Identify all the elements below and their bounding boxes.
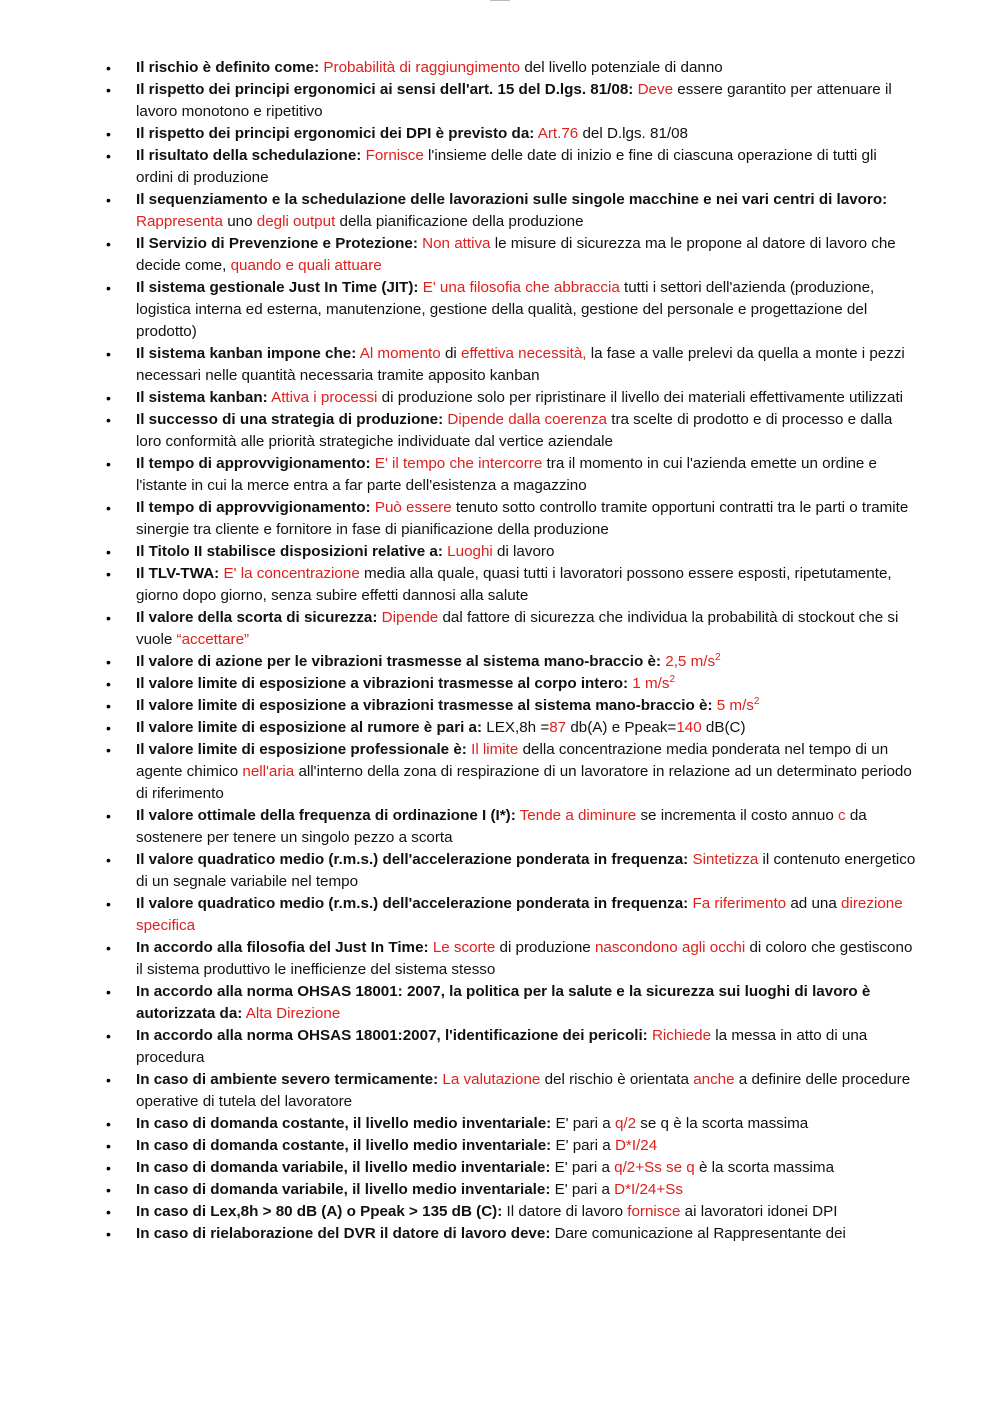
bullet-icon: •	[106, 742, 111, 758]
answer-highlight: 140	[676, 719, 702, 736]
answer-highlight: Può essere	[374, 499, 452, 516]
answer-superscript: 2	[669, 673, 675, 685]
list-item	[106, 409, 918, 453]
list-item	[106, 277, 918, 343]
bullet-icon: •	[106, 676, 111, 692]
bullet-icon: •	[106, 1204, 111, 1220]
answer-highlight: nascondono agli occhi	[594, 939, 746, 956]
list-item	[106, 1157, 918, 1179]
answer-highlight: Fa riferimento	[692, 895, 787, 912]
list-item	[106, 57, 918, 79]
answer-text: tenuto sotto controllo tramite opportuni contratti tra le parti o tramite sinergie tra cliente e fornitore in fase di pianificazione della produzione	[136, 499, 909, 538]
bullet-icon: •	[106, 236, 111, 252]
question-text: Il valore limite di esposizione professionale è:	[136, 741, 467, 758]
question-text: Il sistema gestionale Just In Time (JIT):	[136, 279, 419, 296]
list-item	[106, 563, 918, 607]
answer-text: dB(C)	[701, 719, 746, 736]
question-text: Il rispetto dei principi ergonomici ai sensi dell'art. 15 del D.lgs. 81/08:	[136, 81, 634, 98]
bullet-icon: •	[106, 896, 111, 912]
question-text: In caso di domanda costante, il livello medio inventariale:	[136, 1137, 552, 1154]
answer-highlight: 87	[549, 719, 567, 736]
list-item	[106, 739, 918, 805]
list-item	[106, 233, 918, 277]
answer-text: di produzione	[495, 939, 595, 956]
answer-text: il contenuto energetico di un segnale variabile nel tempo	[136, 851, 916, 890]
list-item	[106, 1113, 918, 1135]
answer-text: essere garantito per attenuare il lavoro monotono e ripetitivo	[136, 81, 892, 120]
answer-highlight: degli output	[256, 213, 336, 230]
question-text: Il sistema kanban:	[136, 389, 268, 406]
answer-text: all'interno della zona di respirazione di un lavoratore in relazione ad un determinato periodo di riferimento	[136, 763, 912, 802]
bullet-icon: •	[106, 566, 111, 582]
list-item	[106, 805, 918, 849]
bullet-icon: •	[106, 500, 111, 516]
answer-highlight: c	[838, 807, 846, 824]
answer-text: E' pari a	[555, 1137, 615, 1154]
question-text: Il tempo di approvvigionamento:	[136, 499, 371, 516]
question-text: Il valore della scorta di sicurezza:	[136, 609, 378, 626]
question-text: Il Servizio di Prevenzione e Protezione:	[136, 235, 418, 252]
answer-highlight: direzione specifica	[136, 895, 903, 934]
bullet-icon: •	[106, 280, 111, 296]
answer-text: Il datore di lavoro	[506, 1203, 628, 1220]
question-text: Il Titolo II stabilisce disposizioni relative a:	[136, 543, 443, 560]
answer-highlight: q/2	[614, 1115, 637, 1132]
answer-superscript: 2	[753, 695, 760, 707]
bullet-icon: •	[106, 940, 111, 956]
answer-highlight: Sintetizza	[692, 851, 759, 868]
answer-text: E' pari a	[554, 1159, 615, 1176]
answer-highlight: La valutazione	[442, 1071, 541, 1088]
list-item	[106, 673, 918, 695]
question-text: Il TLV-TWA:	[136, 565, 220, 582]
bullet-icon: •	[106, 1028, 111, 1044]
answer-text: tra il momento in cui l'azienda emette un ordine e l'istante in cui la merce entra a far parte dell'esistenza a magazzino	[136, 455, 878, 494]
question-text: Il valore limite di esposizione a vibrazioni trasmesse al corpo intero:	[136, 675, 629, 692]
answer-highlight: Fornisce	[365, 147, 424, 164]
answer-highlight: D*I/24	[614, 1137, 658, 1154]
answer-text: se incrementa il costo annuo	[636, 807, 839, 824]
answer-highlight: Attiva i processi	[271, 389, 378, 406]
answer-highlight: Probabilità di raggiungimento	[323, 59, 521, 76]
list-item	[106, 387, 918, 409]
bullet-icon: •	[106, 456, 111, 472]
answer-text: di coloro che gestiscono il sistema produttivo le inefficienze del sistema stesso	[136, 939, 913, 978]
answer-text: Dare comunicazione al Rappresentante dei	[554, 1225, 846, 1242]
answer-highlight: E' il tempo che intercorre	[374, 455, 543, 472]
answer-highlight: Richiede	[651, 1027, 712, 1044]
question-text: Il valore di azione per le vibrazioni trasmesse al sistema mano-braccio è:	[136, 653, 662, 670]
list-item	[106, 981, 918, 1025]
list-item	[106, 343, 918, 387]
bullet-icon: •	[106, 1138, 111, 1154]
answer-highlight: Al momento	[359, 345, 441, 362]
bullet-icon: •	[106, 852, 111, 868]
answer-highlight: q/2+Ss se q	[614, 1159, 695, 1176]
answer-highlight: quando e quali attuare	[230, 257, 382, 274]
question-text: Il tempo di approvvigionamento:	[136, 455, 371, 472]
question-text: In caso di rielaborazione del DVR il datore di lavoro deve:	[136, 1225, 551, 1242]
list-item	[106, 849, 918, 893]
bullet-icon: •	[106, 192, 111, 208]
answer-highlight: effettiva necessità,	[461, 345, 587, 362]
bullet-icon: •	[106, 984, 111, 1000]
question-text: Il valore quadratico medio (r.m.s.) dell'accelerazione ponderata in frequenza:	[136, 895, 689, 912]
bullet-icon: •	[106, 1160, 111, 1176]
bullet-icon: •	[106, 1072, 111, 1088]
answer-text: del livello potenziale di danno	[520, 59, 723, 76]
list-item	[106, 123, 918, 145]
question-text: In caso di domanda costante, il livello medio inventariale:	[136, 1115, 552, 1132]
question-answer-list	[106, 57, 918, 1245]
answer-text: del rischio è orientata	[540, 1071, 694, 1088]
question-text: In caso di domanda variabile, il livello medio inventariale:	[136, 1181, 551, 1198]
list-item	[106, 893, 918, 937]
list-item	[106, 145, 918, 189]
answer-highlight: anche	[693, 1071, 735, 1088]
question-text: Il sistema kanban impone che:	[136, 345, 357, 362]
answer-highlight: Le scorte	[432, 939, 496, 956]
bullet-icon: •	[106, 60, 111, 76]
answer-text: media alla quale, quasi tutti i lavoratori possono essere esposti, ripetutamente, giorno dopo giorno, senza subire effetti dannosi alla salute	[136, 565, 892, 604]
answer-highlight: nell'aria	[242, 763, 295, 780]
answer-text: ai lavoratori idonei DPI	[680, 1203, 838, 1220]
answer-text: db(A) e Ppeak=	[566, 719, 677, 736]
question-text: In accordo alla norma OHSAS 18001: 2007, la politica per la salute e la sicurezza sui luoghi di lavoro è autorizzata da:	[136, 983, 871, 1022]
answer-text: uno	[222, 213, 257, 230]
bullet-icon: •	[106, 82, 111, 98]
answer-highlight: Art.76	[537, 125, 579, 142]
answer-text: l'insieme delle date di inizio e fine di ciascuna operazione di tutti gli ordini di produzione	[136, 147, 877, 186]
answer-text: tutti i settori dell'azienda (produzione, logistica interna ed esterna, manutenzione, gestione della qualità, gestione del personale e progettazione del prodotto)	[136, 279, 875, 340]
answer-highlight: “accettare”	[176, 631, 250, 648]
answer-highlight: 2,5 m/s	[665, 653, 716, 670]
answer-highlight: Il limite	[471, 741, 519, 758]
bullet-icon: •	[106, 126, 111, 142]
answer-highlight: Dipende	[381, 609, 439, 626]
question-text: In accordo alla filosofia del Just In Time:	[136, 939, 429, 956]
answer-text: la fase a valle prelevi da quella a monte i pezzi necessari nelle quantità necessaria tramite apposito kanban	[136, 345, 905, 384]
question-text: Il valore limite di esposizione a vibrazioni trasmesse al sistema mano-braccio è:	[136, 697, 713, 714]
answer-highlight: E' una filosofia che abbraccia	[422, 279, 620, 296]
answer-text: E' pari a	[555, 1115, 615, 1132]
list-item	[106, 937, 918, 981]
answer-text: a definire delle procedure operative di tutela del lavoratore	[136, 1071, 911, 1110]
answer-text: di lavoro	[492, 543, 555, 560]
list-item	[106, 1179, 918, 1201]
list-item	[106, 607, 918, 651]
list-item	[106, 651, 918, 673]
list-item	[106, 189, 918, 233]
header-rule	[490, 0, 510, 3]
answer-text: di produzione solo per ripristinare il livello dei materiali effettivamente utilizzati	[377, 389, 904, 406]
answer-text: se q è la scorta massima	[636, 1115, 809, 1132]
bullet-icon: •	[106, 698, 111, 714]
list-item	[106, 695, 918, 717]
answer-highlight: Tende a diminure	[519, 807, 637, 824]
answer-text: della concentrazione media ponderata nel tempo di un agente chimico	[136, 741, 889, 780]
list-item	[106, 1069, 918, 1113]
bullet-icon: •	[106, 720, 111, 736]
bullet-icon: •	[106, 412, 111, 428]
answer-highlight: Deve	[637, 81, 674, 98]
bullet-icon: •	[106, 346, 111, 362]
answer-text: della pianificazione della produzione	[335, 213, 584, 230]
answer-superscript: 2	[715, 651, 721, 663]
answer-highlight: Rappresenta	[136, 213, 223, 230]
answer-text: dal fattore di sicurezza che individua la probabilità di stockout che si vuole	[136, 609, 899, 648]
question-text: Il valore ottimale della frequenza di ordinazione I (I*):	[136, 807, 516, 824]
answer-highlight: D*I/24+Ss	[614, 1181, 683, 1198]
list-item	[106, 1025, 918, 1069]
question-text: In accordo alla norma OHSAS 18001:2007, l'identificazione dei pericoli:	[136, 1027, 648, 1044]
list-item	[106, 1135, 918, 1157]
bullet-icon: •	[106, 654, 111, 670]
question-text: Il valore limite di esposizione al rumore è pari a:	[136, 719, 483, 736]
answer-text: di	[440, 345, 461, 362]
list-item	[106, 541, 918, 563]
bullet-icon: •	[106, 1116, 111, 1132]
bullet-icon: •	[106, 390, 111, 406]
list-item	[106, 1223, 918, 1245]
question-text: Il rispetto dei principi ergonomici dei DPI è previsto da:	[136, 125, 535, 142]
list-item	[106, 717, 918, 739]
answer-highlight: Alta Direzione	[245, 1005, 341, 1022]
bullet-icon: •	[106, 1226, 111, 1242]
answer-highlight: Dipende dalla coerenza	[447, 411, 608, 428]
answer-highlight: E' la concentrazione	[223, 565, 360, 582]
bullet-icon: •	[106, 544, 111, 560]
list-item	[106, 1201, 918, 1223]
bullet-icon: •	[106, 148, 111, 164]
bullet-icon: •	[106, 1182, 111, 1198]
list-item	[106, 497, 918, 541]
list-item	[106, 79, 918, 123]
answer-highlight: Luoghi	[447, 543, 493, 560]
answer-highlight: 5 m/s	[716, 697, 754, 714]
list-item	[106, 453, 918, 497]
answer-text: da sostenere per tenere un singolo pezzo a scorta	[136, 807, 867, 846]
question-text: Il sequenziamento e la schedulazione delle lavorazioni sulle singole macchine e nei vari centri di lavoro:	[136, 191, 888, 208]
answer-text: del D.lgs. 81/08	[578, 125, 689, 142]
answer-text: E' pari a	[554, 1181, 615, 1198]
question-text: In caso di ambiente severo termicamente:	[136, 1071, 439, 1088]
answer-highlight: 1 m/s	[632, 675, 670, 692]
answer-highlight: Non attiva	[422, 235, 491, 252]
question-text: In caso di Lex,8h > 80 dB (A) o Ppeak > 135 dB (C):	[136, 1203, 503, 1220]
answer-highlight: fornisce	[627, 1203, 681, 1220]
answer-text: è la scorta massima	[694, 1159, 835, 1176]
question-text: Il successo di una strategia di produzione:	[136, 411, 444, 428]
answer-text: ad una	[786, 895, 842, 912]
question-text: Il risultato della schedulazione:	[136, 147, 362, 164]
question-text: Il valore quadratico medio (r.m.s.) dell'accelerazione ponderata in frequenza:	[136, 851, 689, 868]
bullet-icon: •	[106, 610, 111, 626]
answer-text: LEX,8h =	[486, 719, 550, 736]
answer-text: le misure di sicurezza ma le propone al datore di lavoro che decide come,	[136, 235, 896, 274]
bullet-icon: •	[106, 808, 111, 824]
answer-text: tra scelte di prodotto e di processo e dalla loro conformità alle priorità strategiche individuate dal vertice aziendale	[136, 411, 893, 450]
question-text: In caso di domanda variabile, il livello medio inventariale:	[136, 1159, 551, 1176]
question-text: Il rischio è definito come:	[136, 59, 320, 76]
answer-text: la messa in atto di una procedura	[136, 1027, 868, 1066]
